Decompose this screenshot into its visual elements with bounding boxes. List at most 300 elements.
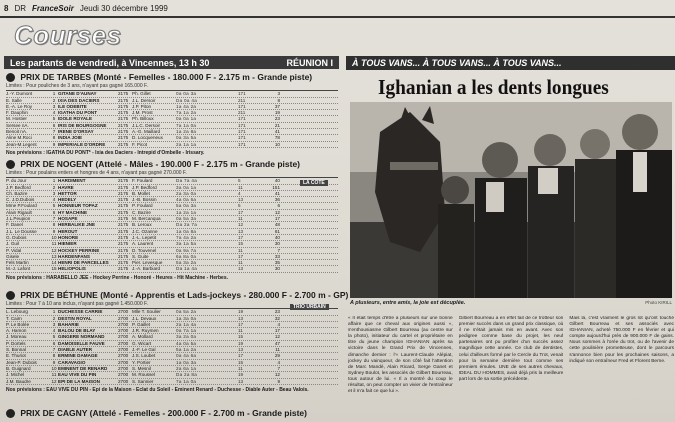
table-cell: 7a 1a 0a — [176, 122, 197, 128]
table-cell: DIABLE AUTER — [58, 347, 93, 353]
table-cell: 2175 — [118, 190, 129, 196]
table-cell: 32 — [274, 315, 280, 321]
table-cell: 23 — [274, 116, 280, 122]
table-cell: Da 1a 4a — [176, 266, 198, 272]
race-block — [6, 290, 349, 393]
masthead — [0, 0, 675, 16]
table-cell: 40 — [274, 178, 280, 184]
table-cell: 2 — [52, 97, 56, 103]
table-cell: 171 — [238, 91, 246, 97]
table-cell: J.P. Bedford — [132, 184, 157, 190]
table-cell: J.M. Baudre — [6, 378, 31, 384]
table-cell: J.R. Ruymen — [132, 328, 159, 334]
table-cell: 11 — [275, 347, 280, 353]
table-cell: J.L.C. Dersoir — [132, 122, 161, 128]
table-cell: Da 2a 7a — [176, 222, 198, 228]
table-cell: 2a 1a 4a — [176, 321, 197, 327]
section-code: DR — [14, 3, 27, 13]
table-cell: 5 — [52, 334, 56, 340]
table-cell: 13 — [51, 253, 57, 259]
table-cell: 151 — [272, 184, 280, 190]
table-cell: 3 — [52, 103, 56, 109]
table-cell: 10 — [51, 365, 57, 371]
table-cell: 4 — [52, 328, 56, 334]
table-cell: HETTOR — [58, 190, 77, 196]
table-cell: 15 — [238, 334, 244, 340]
table-cell: 13 — [238, 378, 244, 384]
table-cell: Jean-M.Legent — [6, 141, 37, 147]
table-cell: 11 — [238, 365, 243, 371]
table-cell: Mlle T. Soulier — [132, 309, 161, 315]
table-cell: 4 — [277, 359, 280, 365]
table-cell: 23 — [274, 309, 280, 315]
table-cell: 2175 — [118, 247, 129, 253]
table-cell: T. Cairn — [6, 315, 22, 321]
table-cell: 2175 — [118, 266, 129, 272]
table-cell: 3 — [52, 190, 56, 196]
table-cell: 15 — [238, 359, 244, 365]
table-cell: 35 — [274, 260, 280, 266]
race-number-bullet — [6, 160, 15, 169]
table-cell: 2 — [52, 315, 56, 321]
table-cell: 2175 — [118, 260, 129, 266]
table-cell: P. Gaillet — [132, 321, 151, 327]
person-head — [622, 114, 658, 150]
table-cell: Y. Portier — [132, 359, 151, 365]
table-cell: HERBALIKE JNE — [58, 222, 96, 228]
table-cell: 8 — [52, 353, 56, 359]
table-cell: 1a 2a 8a — [176, 129, 197, 135]
table-cell: 171 — [238, 141, 246, 147]
table-cell: E.-A. Le Roy — [6, 103, 33, 109]
race-heading: PRIX DE BÉTHUNE (Monté - Apprentis et Lads-jockeys - 280.000 F - 2.700 m - GP) — [20, 290, 349, 300]
table-cell: 41 — [274, 190, 280, 196]
table-cell: 4a 0a 5a — [176, 340, 197, 346]
table-cell: Jean-P. Dubois — [6, 359, 37, 365]
table-cell: 2700 — [118, 321, 129, 327]
table-cell: 47 — [274, 340, 280, 346]
table-cell: 2175 — [118, 122, 129, 128]
table-cell: J.C. Ozanne — [132, 228, 158, 234]
article-body — [348, 316, 674, 422]
table-cell: J.S. Loubet — [132, 353, 156, 359]
table-cell: 17 — [274, 328, 280, 334]
predictions: Nos prévisions : EAU VIVE DU PIN - Epi de la Maison - Eclat du Soleil - Eminent Renard - Duchesse - Diable Auter - Beau Valois. — [6, 386, 309, 393]
table-cell: 41 — [274, 129, 280, 135]
table-cell: 6 — [52, 209, 56, 215]
race-number-bullet — [6, 409, 15, 418]
table-row — [6, 379, 338, 385]
table-cell: C. J.D.Dubois — [6, 197, 35, 203]
table-cell: 7 — [277, 247, 280, 253]
table-cell: 2700 — [118, 334, 129, 340]
table-cell: A. Hamon — [6, 328, 27, 334]
table-cell: ERMINE DAMAGE — [58, 353, 98, 359]
table-cell: DESTIN ROYAL — [58, 315, 92, 321]
table-cell: 11 — [238, 216, 243, 222]
table-cell: J.-Y. Dumont — [6, 91, 33, 97]
table-cell: 13 — [238, 266, 244, 272]
table-cell: B. Mollet — [132, 190, 150, 196]
table-cell: 2175 — [118, 197, 129, 203]
table-cell: HONORE — [58, 234, 79, 240]
table-cell: 19 — [238, 340, 244, 346]
table-cell: 7 — [52, 216, 56, 222]
table-cell: ILE ODEBITE — [58, 103, 87, 109]
table-cell: J.L. Le Dousse — [6, 228, 37, 234]
table-cell: 2a 1a 1a — [176, 141, 197, 147]
table-cell: 4a 0a 6a — [176, 197, 197, 203]
table-cell: 7 — [52, 129, 56, 135]
table-cell: 2175 — [118, 253, 129, 259]
table-cell: 12 — [274, 372, 280, 378]
table-cell: HELIOPOLIS — [58, 266, 86, 272]
table-cell: 4 — [52, 197, 56, 203]
table-cell: HY MACHINE — [58, 209, 88, 215]
person-head — [482, 142, 518, 178]
table-cell: Ph. Gillet — [132, 91, 151, 97]
table-cell: 5 — [52, 116, 56, 122]
table-cell: C. Bazire — [132, 209, 151, 215]
table-cell: J.L. Dersoir — [132, 97, 156, 103]
table-cell: 2700 — [118, 365, 129, 371]
table-cell: 14 — [51, 260, 57, 266]
runners-table — [6, 177, 338, 272]
table-cell: 7 — [277, 365, 280, 371]
table-cell: 2175 — [118, 135, 129, 141]
table-cell: J.P. Bedford — [6, 184, 31, 190]
table-cell: L. Lebourg — [6, 309, 28, 315]
table-cell: 1a 2a 1a — [176, 209, 197, 215]
table-cell: F. Picot — [132, 141, 148, 147]
table-cell: 2175 — [118, 184, 129, 190]
table-cell: 2175 — [118, 228, 129, 234]
table-cell: 2700 — [118, 353, 129, 359]
table-cell: J. Michel — [6, 372, 25, 378]
table-cell: 2175 — [118, 129, 129, 135]
article-kicker: À TOUS VANS... À TOUS VANS... À TOUS VANS... — [346, 56, 675, 70]
table-cell: 0a 5a 2a — [176, 309, 197, 315]
table-cell: 0a 4a 6a — [176, 353, 197, 359]
table-cell: 2 — [52, 184, 56, 190]
table-cell: 0a 3a 5a — [176, 135, 197, 141]
page-number: 8 — [4, 3, 9, 13]
table-cell: 12 — [274, 334, 280, 340]
table-cell: 12 — [238, 222, 244, 228]
table-cell: 7a 4a 2a — [176, 234, 197, 240]
table-cell: 17 — [238, 353, 244, 359]
table-cell: 2175 — [118, 116, 129, 122]
table-cell: 3a 1a 5a — [176, 241, 197, 247]
race-number-bullet — [6, 73, 15, 82]
table-cell: 3 — [277, 91, 280, 97]
table-cell: A. Laurent — [132, 241, 154, 247]
masthead-rule — [0, 16, 675, 18]
table-cell: 4 — [52, 110, 56, 116]
table-cell: P. Vidal — [6, 247, 22, 253]
table-cell: 2a 3a 0a — [176, 190, 197, 196]
table-cell: M.-J. Lafont — [6, 266, 31, 272]
table-cell: HARDENFANS — [58, 253, 90, 259]
table-cell: 3a 2a 0a — [176, 334, 197, 340]
table-cell: 10 — [51, 234, 57, 240]
table-cell: 2700 — [118, 347, 129, 353]
table-cell: 11 — [238, 328, 243, 334]
table-cell: S. Mesnil — [132, 365, 151, 371]
table-cell: 48 — [274, 222, 280, 228]
table-cell: DUCHESSE CARRIE — [58, 309, 103, 315]
table-cell: 36 — [274, 197, 280, 203]
partants-banner — [4, 56, 339, 69]
table-cell: 2175 — [118, 234, 129, 240]
table-cell: BALOU DE BLAY — [58, 328, 96, 334]
table-cell: B. Guignard — [6, 365, 31, 371]
table-cell: 12 — [51, 247, 57, 253]
table-cell: 6 — [52, 340, 56, 346]
table-cell: 33 — [274, 253, 280, 259]
table-cell: 5a 1a 2a — [176, 347, 197, 353]
table-cell: GITANE D'AUNAY — [58, 91, 97, 97]
race-block — [6, 159, 338, 281]
table-cell: 3a 0a 1a — [176, 184, 197, 190]
table-cell: 6 — [52, 122, 56, 128]
table-row — [6, 266, 338, 272]
runners-table — [6, 90, 338, 148]
table-cell: E. Thuriot — [6, 353, 26, 359]
person-head — [534, 134, 566, 166]
table-cell: 2175 — [118, 110, 129, 116]
race-heading: PRIX DE TARBES (Monté - Femelles - 180.000 F - 2.175 m - Grande piste) — [20, 72, 313, 82]
race-block — [6, 72, 338, 156]
table-cell: 11 — [238, 260, 243, 266]
table-cell: Da 7a 4a — [176, 178, 198, 184]
table-cell: 2175 — [118, 141, 129, 147]
table-cell: 0a 5a 3a — [176, 216, 197, 222]
race-conditions: Limites : Pour poulains entiers et hongres de 4 ans, n'ayant pas gagné 270.000 F. — [6, 170, 187, 177]
table-cell: Gisele — [6, 253, 20, 259]
table-cell: E. Salle — [6, 97, 22, 103]
reunion-label: RÉUNION I — [286, 57, 333, 68]
article-headline: Ighanian a les dents longues — [378, 75, 609, 99]
table-cell: S. Sannier — [132, 378, 154, 384]
table-cell: 8 — [52, 135, 56, 141]
table-cell: P. Dortels — [6, 340, 26, 346]
table-cell: 13 — [238, 315, 244, 321]
table-cell: D. Touvenel — [132, 247, 157, 253]
table-cell: 211 — [238, 97, 246, 103]
table-cell: 17 — [238, 234, 244, 240]
table-cell: Aline M.Roci — [6, 135, 32, 141]
table-cell: 2175 — [118, 203, 129, 209]
race-conditions: Limites : Pour 7 à 10 ans inclus, n'ayant pas gagné 1.450.000 F. — [6, 301, 148, 308]
table-cell: 8 — [52, 222, 56, 228]
table-cell: IRIS DE BOURGOGNE — [58, 122, 107, 128]
table-cell: B. Leroux — [132, 222, 152, 228]
race-title — [6, 72, 338, 82]
table-cell: 4 — [238, 190, 241, 196]
table-cell: D. Locqueneux — [132, 135, 163, 141]
table-cell: 12 — [51, 378, 57, 384]
cote-tag: LA COTE — [300, 180, 328, 186]
table-cell: EAU VIVE DU PIN — [58, 372, 97, 378]
table-cell: 11 — [238, 247, 243, 253]
table-cell: Ch. Bazire — [6, 190, 28, 196]
photo-caption — [350, 300, 672, 306]
table-cell: 19 — [238, 372, 244, 378]
table-cell: 2a 6a 1a — [176, 365, 197, 371]
table-cell: GINGERE NORMAND — [58, 334, 105, 340]
table-cell: 5 — [238, 203, 241, 209]
table-cell: Mme P.Foulard — [6, 203, 37, 209]
table-cell: Pier. Levesque — [132, 260, 163, 266]
table-cell: INDIA JOIE — [58, 135, 83, 141]
article-column: Mais là, c'est vraiment le gros lot qu'ont touché Gilbert Bourreau et ses associés avec IGHANIAN, acheté 750.000 F en février et qui compte aujourd'hui près de 900.000 F de gains. Nous sommes à l'orée du trot, ou de l'avenir de cette poulinière prometteuse, dont le parcours s'annonce bien pour les prochaines saisons, a indiqué son entraîneur Fred et Florent Berne. — [569, 316, 675, 364]
table-cell: 17 — [238, 253, 244, 259]
table-cell: 8 — [277, 97, 280, 103]
photo-credit: Photo KIRILL — [645, 300, 672, 305]
table-cell: 2700 — [118, 340, 129, 346]
table-cell: 2700 — [118, 315, 129, 321]
photo-illustration — [350, 102, 672, 298]
table-cell: 30 — [274, 266, 280, 272]
table-cell: HOSAPE — [58, 216, 78, 222]
table-cell: 11 — [51, 372, 57, 378]
table-cell: 2175 — [118, 97, 129, 103]
table-cell: 37 — [274, 103, 280, 109]
table-cell: HEROUT — [58, 228, 78, 234]
race-title — [6, 408, 338, 418]
brand-name: FranceSoir — [32, 3, 74, 13]
table-cell: 171 — [238, 122, 246, 128]
table-cell: 171 — [238, 116, 246, 122]
table-cell: IRENE D'ORSAY — [58, 129, 94, 135]
person-head — [580, 129, 610, 159]
table-cell: 6 — [277, 203, 280, 209]
table-cell: J.P. Piton — [132, 103, 152, 109]
table-cell: 7 — [52, 347, 56, 353]
table-cell: 1a 4a 2a — [176, 103, 197, 109]
table-cell: J.M. Prost — [132, 110, 153, 116]
table-cell: 7a 1a 0a — [176, 378, 197, 384]
table-cell: 2700 — [118, 378, 129, 384]
table-cell: 2175 — [118, 222, 129, 228]
table-cell: 19 — [238, 309, 244, 315]
table-cell: J.-B. Bossin — [132, 197, 157, 203]
table-cell: M. Roussel — [132, 372, 155, 378]
table-cell: Sersee nA. — [6, 122, 29, 128]
table-cell: F. Danel — [6, 222, 23, 228]
table-cell: Da 2a 8a — [176, 372, 198, 378]
table-cell: 5 — [52, 203, 56, 209]
table-cell: 0a 9a 7a — [176, 247, 197, 253]
race-number-bullet — [6, 291, 15, 300]
table-cell: 12 — [274, 209, 280, 215]
table-cell: 21 — [274, 122, 280, 128]
table-cell: F. Dauphin — [6, 110, 28, 116]
table-cell: 40 — [274, 234, 280, 240]
table-cell: 10 — [274, 141, 280, 147]
table-cell: 2700 — [118, 309, 129, 315]
table-cell: 19 — [274, 110, 280, 116]
table-cell: 171 — [238, 103, 246, 109]
race-heading: PRIX DE CAGNY (Attelé - Femelles - 200.000 F - 2.700 m - Grande piste) — [20, 408, 307, 418]
table-cell: Da 0a 4a — [176, 97, 198, 103]
table-cell: 4 — [277, 321, 280, 327]
table-cell: 0a 0a 1a — [176, 116, 197, 122]
table-cell: 13 — [238, 228, 244, 234]
race-heading: PRIX DE NOGENT (Attelé - Mâles - 190.000 F - 2.175 m - Grande piste) — [20, 159, 301, 169]
person-head — [441, 176, 469, 204]
table-cell: S. Guite — [132, 253, 149, 259]
table-cell: J.L.Peupion — [6, 216, 31, 222]
table-cell: J.-F. Le Gal — [132, 347, 156, 353]
table-cell: J. Moreau — [6, 334, 27, 340]
section-title: Courses — [14, 20, 122, 50]
table-cell: 0a 0a 3a — [176, 91, 197, 97]
table-cell: 1a 3a 0a — [176, 315, 197, 321]
table-cell: 2175 — [118, 241, 129, 247]
table-cell: Ph. Billoux — [132, 116, 154, 122]
table-cell: 5 — [238, 178, 241, 184]
table-cell: 11 — [51, 241, 57, 247]
caption-text: A plusieurs, entre amis, la joie est décuplée. — [350, 300, 466, 306]
table-cell: 17 — [274, 216, 280, 222]
table-cell: 13 — [238, 197, 244, 203]
table-cell: G. Wicart — [132, 340, 152, 346]
issue-date: Jeudi 30 décembre 1999 — [79, 3, 168, 13]
table-cell: Benoit nA. — [6, 129, 28, 135]
article-column: « Il était temps d'être à plusieurs sur une bonne affaire que ce cheval aux origines aussi », s'enthousiasme Gilbert Bourreau (au centre sur la photo), initiateur du cartel et propriétaire en titre du jeune champion IGHANIAN après sa victoire dans le Grand Prix de Vincennes, dimanche dernier : l'« Laurent-Claude Alépiat, jockey du vainqueur, de son côté fait l'attention de Marc Mandé, Alain Ricard, Serge Ganet et Sydney Boulot, les associés de Gilbert Bourreau, tous autour de lui. « Il a montré du coup le résultat, on peut compter un vivier de l'entraîneur et il m'a fait ce que lui ». — [348, 316, 453, 395]
table-cell: 61 — [274, 228, 280, 234]
table-cell: 2175 — [118, 216, 129, 222]
table-cell: CARAVAGIO — [58, 359, 86, 365]
table-cell: P. Le Bolée — [6, 321, 30, 327]
table-cell: 171 — [238, 135, 246, 141]
table-cell: 9 — [52, 359, 56, 365]
table-cell: 9 — [52, 141, 56, 147]
table-cell: F. Foulard — [132, 178, 153, 184]
table-cell: 11 — [238, 184, 243, 190]
table-cell: J.L. Devaux — [132, 315, 157, 321]
table-cell: BAHARIE — [58, 321, 79, 327]
race-block — [6, 408, 338, 418]
table-cell: 1a 0a 8a — [176, 228, 197, 234]
table-cell: Fels Martin — [6, 260, 29, 266]
table-cell: IDOLE ROYALE — [58, 116, 93, 122]
table-cell: 2175 — [118, 103, 129, 109]
table-cell: HEDELY — [58, 197, 77, 203]
table-cell: 1a 0a 3a — [176, 359, 197, 365]
table-cell: 2175 — [118, 178, 129, 184]
table-row — [6, 142, 338, 148]
table-cell: M. Hostier — [6, 116, 27, 122]
table-cell: 5a 0a 3a — [176, 203, 197, 209]
table-cell: P. du Jour — [6, 178, 27, 184]
table-cell: 211 — [238, 110, 246, 116]
table-cell: HAVRE — [58, 184, 74, 190]
table-cell: HENRI DE PARCELLES — [58, 260, 109, 266]
race-title — [6, 159, 338, 169]
table-cell: 78 — [274, 135, 280, 141]
race-title — [6, 290, 349, 300]
table-cell: 9 — [277, 378, 280, 384]
table-cell: J. Guil — [6, 241, 20, 247]
article-column: Gilbert Bourreau a en effet fait de ce trotteur son premier succès dans un grand prix classique, où il ne s'était jamais mis en avant. Avec son pedigree comme base du projet, les neuf partenaires ont pu profiter d'un succès assez magnifique cette année. Ce club de dentistes, celui d'ailleurs formé par le Cercle du Trot, venait pour la semaine dernière tout comme ses premiers émules. UNE de ses autres chevaux, IDEAL DU HOMMES, avait déjà pris la meilleure part lors de sa sortie précédente. — [458, 316, 564, 382]
partants-title: Les partants de vendredi, à Vincennes, 13 h 30 — [10, 57, 210, 68]
table-cell: 2700 — [118, 359, 129, 365]
predictions: Nos prévisions : HARABELLO JEE - Hockey Perrine - Honoré - Heures - Hit Machine - Herbes. — [6, 274, 228, 281]
article-photo — [350, 102, 672, 298]
